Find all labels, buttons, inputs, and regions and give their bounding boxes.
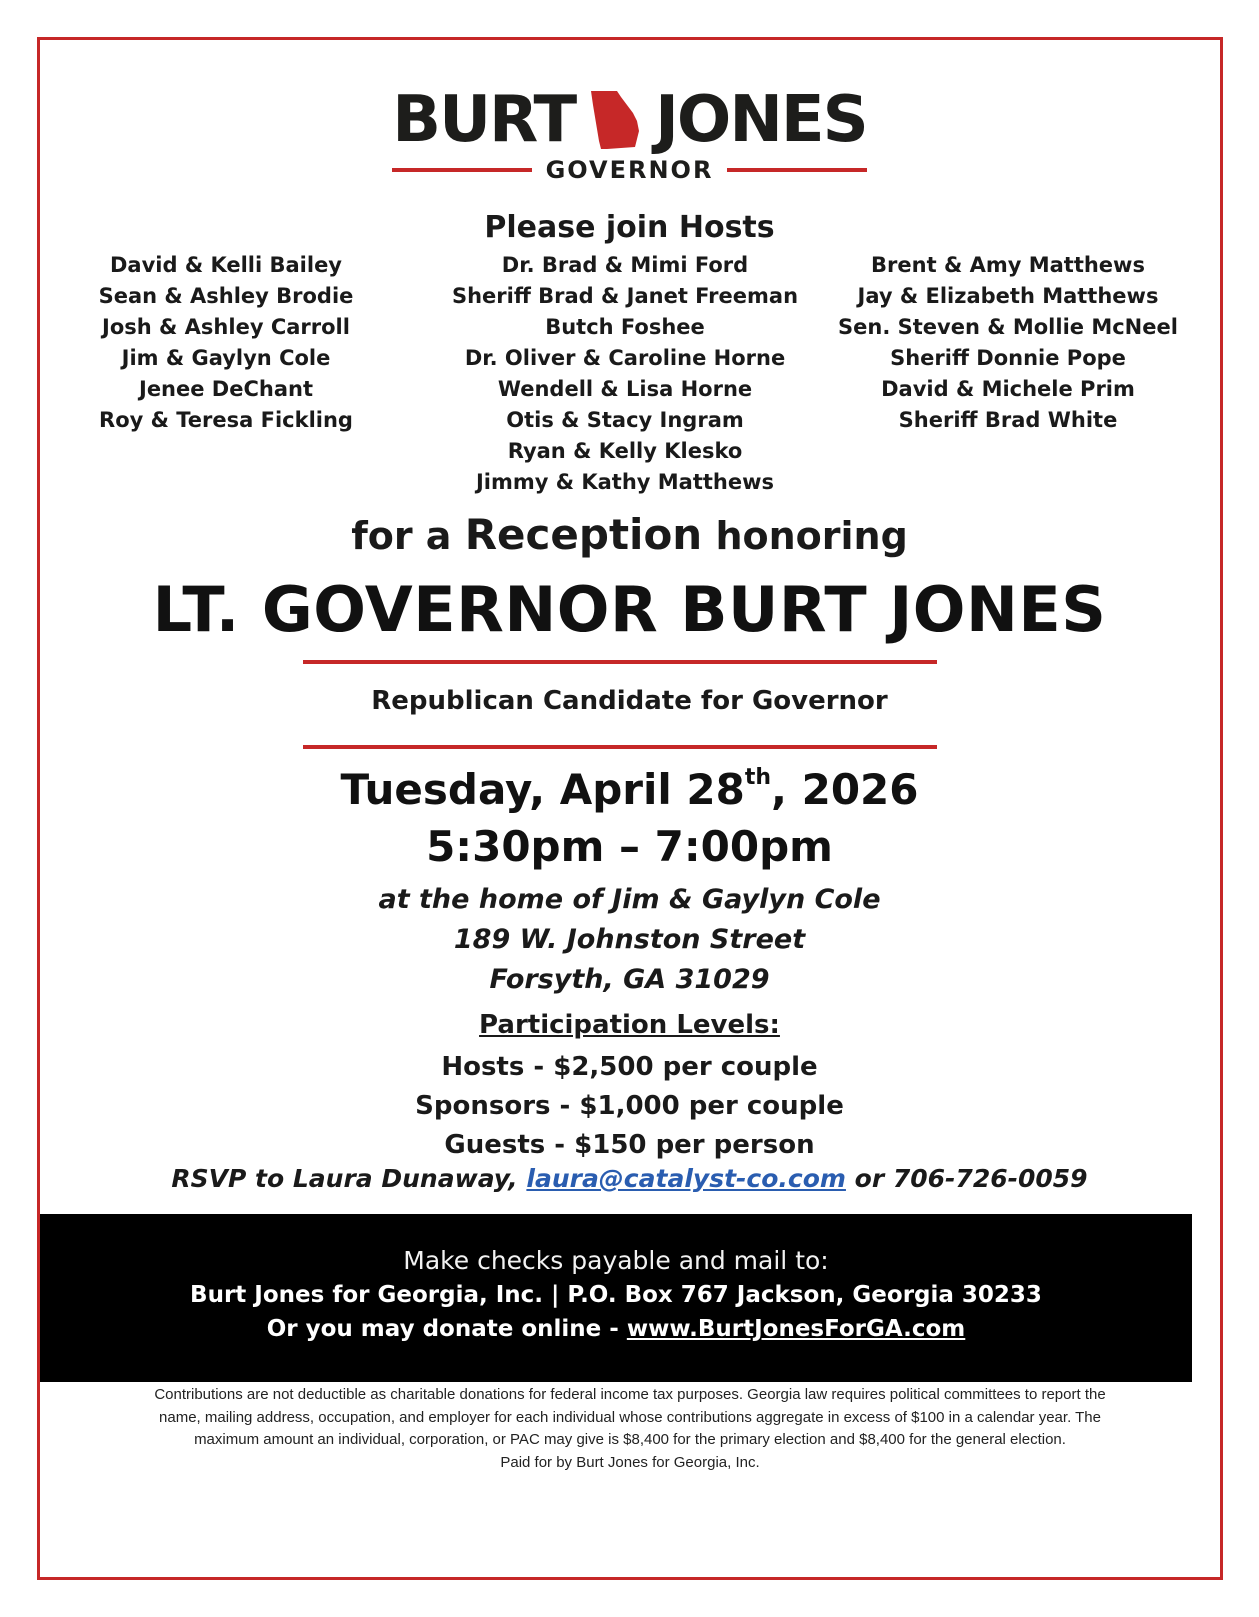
host-name: Sean & Ashley Brodie xyxy=(98,284,354,308)
mailing-address: Burt Jones for Georgia, Inc. | P.O. Box 767 Jackson, Georgia 30233 xyxy=(190,1282,1042,1308)
logo-last-name: JONES xyxy=(655,83,867,157)
checks-banner xyxy=(40,1214,1192,1382)
host-name: Jim & Gaylyn Cole xyxy=(121,346,331,370)
participation-level: Guests - $150 per person xyxy=(444,1130,815,1160)
reception-word: Reception xyxy=(464,510,703,559)
logo-first-name: BURT xyxy=(392,83,576,157)
logo-subtitle: GOVERNOR xyxy=(545,156,714,184)
participation-heading: Participation Levels: xyxy=(479,1010,780,1040)
venue-city: Forsyth, GA 31029 xyxy=(489,964,770,995)
georgia-state-icon xyxy=(587,89,643,151)
event-date xyxy=(0,765,1259,814)
disclaimer-text: Contributions are not deductible as charitable donations for federal income tax purposes. Georgia law requires political committees to report the name, mailing address, occupation, and employer for each individual whose contributions aggregate in excess of $100 in a calendar year. The maximum amount an individual, corporation, or PAC may give is $8,400 for the primary election and $8,400 for the general election. xyxy=(154,1386,1106,1448)
host-name: Ryan & Kelly Klesko xyxy=(507,439,743,463)
reception-line xyxy=(0,510,1259,559)
logo-rule-left xyxy=(392,168,532,172)
host-name: David & Michele Prim xyxy=(881,377,1135,401)
hosts-heading: Please join Hosts xyxy=(484,210,775,245)
host-name: David & Kelli Bailey xyxy=(109,253,342,277)
red-divider-bottom xyxy=(303,745,937,749)
campaign-logo xyxy=(0,83,1259,184)
legal-disclaimer xyxy=(150,1384,1110,1474)
reception-prefix: for a xyxy=(351,514,452,558)
host-name: Otis & Stacy Ingram xyxy=(506,408,744,432)
candidate-subtitle: Republican Candidate for Governor xyxy=(371,686,888,716)
event-date-year: , 2026 xyxy=(771,765,919,814)
rsvp-phone: or 706-726-0059 xyxy=(854,1164,1088,1193)
host-name: Dr. Oliver & Caroline Horne xyxy=(464,346,786,370)
rsvp-email-link[interactable]: laura@catalyst-co.com xyxy=(526,1164,846,1193)
host-name: Wendell & Lisa Horne xyxy=(497,377,753,401)
host-name: Jay & Elizabeth Matthews xyxy=(857,284,1159,308)
honoree-title: LT. GOVERNOR BURT JONES xyxy=(152,573,1107,646)
event-date-ordinal: th xyxy=(744,765,772,790)
reception-suffix: honoring xyxy=(715,514,908,558)
host-name: Jimmy & Kathy Matthews xyxy=(475,470,775,494)
hosts-column-3 xyxy=(838,250,1178,436)
donate-website-link[interactable]: www.BurtJonesForGA.com xyxy=(626,1316,966,1342)
host-name: Sheriff Brad & Janet Freeman xyxy=(451,284,799,308)
event-time: 5:30pm – 7:00pm xyxy=(426,822,833,871)
host-name: Sheriff Brad White xyxy=(898,408,1118,432)
host-name: Sen. Steven & Mollie McNeel xyxy=(838,315,1178,339)
hosts-column-2 xyxy=(440,250,810,498)
rsvp-line xyxy=(0,1164,1259,1193)
host-name: Butch Foshee xyxy=(545,315,705,339)
event-venue xyxy=(0,880,1259,1000)
donate-online-line xyxy=(40,1316,1192,1342)
checks-heading: Make checks payable and mail to: xyxy=(403,1246,829,1275)
hosts-column-1 xyxy=(76,250,376,436)
donate-online-prefix: Or you may donate online - xyxy=(266,1316,619,1342)
host-name: Dr. Brad & Mimi Ford xyxy=(501,253,749,277)
host-name: Josh & Ashley Carroll xyxy=(102,315,350,339)
host-name: Jenee DeChant xyxy=(139,377,313,401)
rsvp-prefix: RSVP to Laura Dunaway, xyxy=(171,1164,518,1193)
venue-host-line: at the home of Jim & Gaylyn Cole xyxy=(378,884,881,915)
host-name: Sheriff Donnie Pope xyxy=(890,346,1126,370)
host-name: Roy & Teresa Fickling xyxy=(99,408,353,432)
participation-levels xyxy=(0,1048,1259,1165)
participation-level: Sponsors - $1,000 per couple xyxy=(415,1091,844,1121)
logo-rule-right xyxy=(727,168,867,172)
host-name: Brent & Amy Matthews xyxy=(871,253,1145,277)
red-divider-top xyxy=(303,660,937,664)
participation-level: Hosts - $2,500 per couple xyxy=(441,1052,818,1082)
event-date-main: Tuesday, April 28 xyxy=(340,765,745,814)
venue-street: 189 W. Johnston Street xyxy=(453,924,806,955)
paid-for-notice: Paid for by Burt Jones for Georgia, Inc. xyxy=(500,1453,760,1471)
